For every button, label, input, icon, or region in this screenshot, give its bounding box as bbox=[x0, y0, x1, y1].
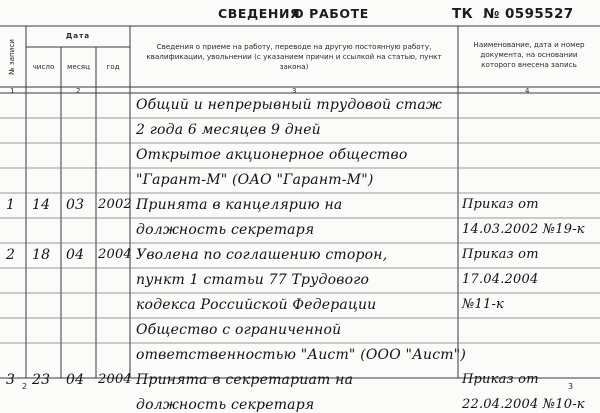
column-number-3: 3 bbox=[292, 87, 297, 95]
year-cell: 2004 bbox=[98, 247, 132, 262]
month-header: месяц bbox=[66, 62, 90, 71]
info-cell: должность секретаря bbox=[136, 222, 315, 238]
document-cell: №11-к bbox=[462, 297, 504, 312]
month-cell: 03 bbox=[66, 197, 85, 213]
year-cell: 2002 bbox=[98, 197, 132, 212]
date-header: Дата bbox=[65, 31, 91, 40]
document-cell: 22.04.2004 №10-к bbox=[462, 397, 585, 412]
record-number: 1 bbox=[6, 197, 16, 213]
series: ТК bbox=[452, 6, 474, 22]
record-number-header: № записи bbox=[7, 39, 16, 75]
document-cell: Приказ от bbox=[462, 197, 539, 212]
info-cell: кодекса Российской Федерации bbox=[136, 297, 377, 313]
column-number-1: 1 bbox=[10, 87, 15, 95]
info-cell: ответственностью "Аист" (ООО "Аист") bbox=[136, 347, 467, 363]
number: № 0595527 bbox=[483, 6, 574, 22]
month-cell: 04 bbox=[66, 247, 85, 263]
day-cell: 23 bbox=[32, 372, 51, 388]
record-number: 3 bbox=[6, 372, 16, 388]
page-number-left: 2 bbox=[22, 382, 28, 391]
info-cell: Общий и непрерывный трудовой стаж bbox=[136, 97, 443, 113]
info-cell: "Гарант-М" (ОАО "Гарант-М") bbox=[136, 172, 374, 188]
month-cell: 04 bbox=[66, 372, 85, 388]
page-number-right: 3 bbox=[568, 382, 574, 391]
info-cell: должность секретаря bbox=[136, 397, 315, 413]
info-cell: Принята в канцелярию на bbox=[136, 197, 343, 213]
year-cell: 2004 bbox=[98, 372, 132, 387]
info-cell: Принята в секретариат на bbox=[136, 372, 354, 388]
column-number-2: 2 bbox=[76, 87, 81, 95]
info-cell: Открытое акционерное общество bbox=[136, 147, 408, 163]
document-cell: Приказ от bbox=[462, 247, 539, 262]
day-cell: 18 bbox=[32, 247, 51, 263]
document-cell: 14.03.2002 №19-к bbox=[462, 222, 585, 237]
day-header: число bbox=[32, 62, 55, 71]
title-right: О РАБОТЕ bbox=[293, 6, 369, 21]
info-header: Сведения о приеме на работу, переводе на другую постоянную работу, квалификации, увольнении (с указанием причин и ссылкой на статью, пункт закона) bbox=[146, 42, 442, 71]
document-cell: Приказ от bbox=[462, 372, 539, 387]
document-cell: 17.04.2004 bbox=[462, 272, 539, 287]
info-cell: 2 года 6 месяцев 9 дней bbox=[136, 122, 321, 138]
column-number-4: 4 bbox=[525, 87, 530, 95]
document-header: Наименование, дата и номер документа, на основании которого внесена запись bbox=[473, 40, 585, 69]
day-cell: 14 bbox=[32, 197, 51, 213]
info-cell: пункт 1 статьи 77 Трудового bbox=[136, 272, 370, 288]
info-cell: Общество с ограниченной bbox=[136, 322, 342, 338]
title-left: СВЕДЕНИЯ bbox=[218, 6, 301, 21]
info-cell: Уволена по соглашению сторон, bbox=[136, 247, 388, 263]
record-number: 2 bbox=[6, 247, 16, 263]
year-header: год bbox=[106, 62, 120, 71]
